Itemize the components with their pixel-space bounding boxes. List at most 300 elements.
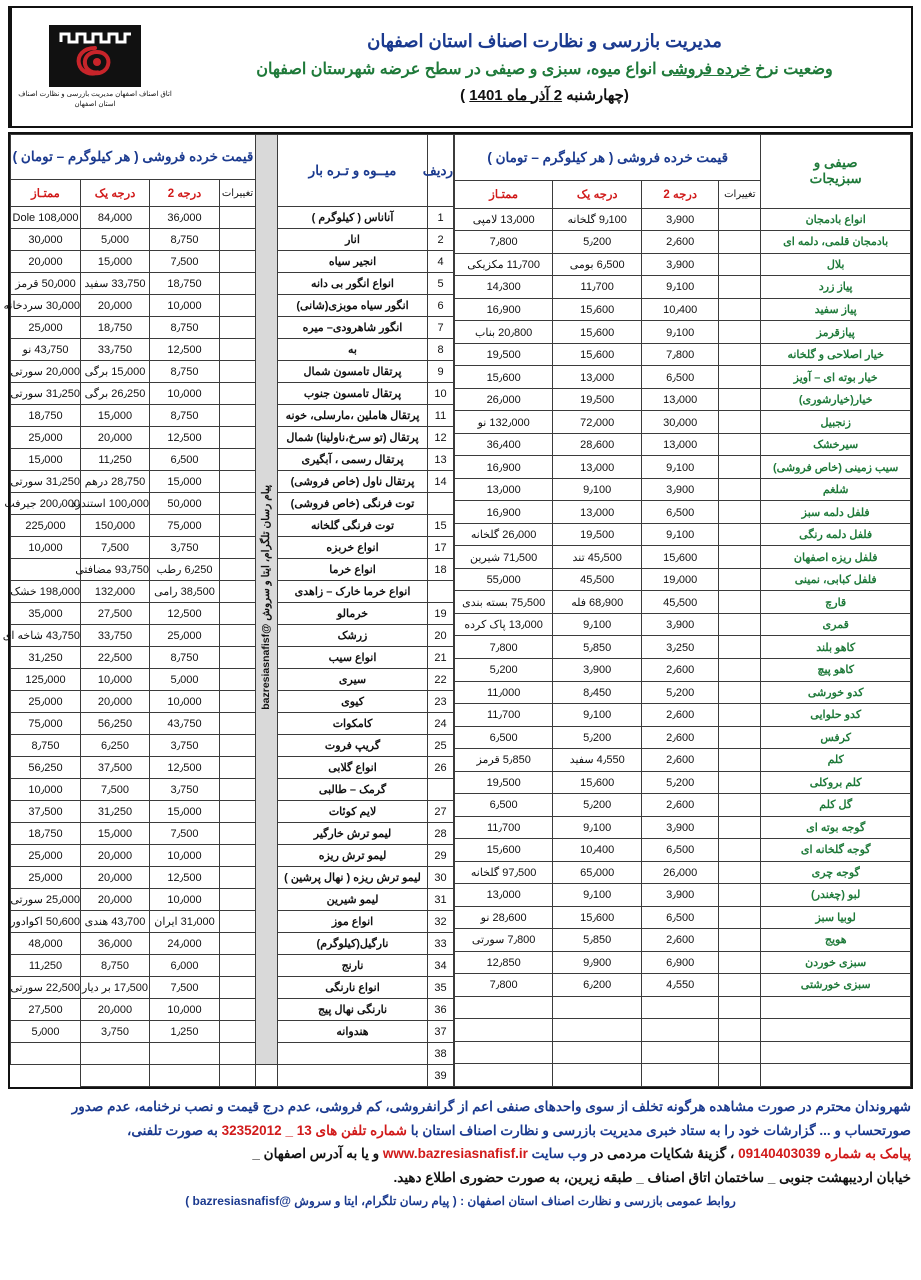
price-changes [220,867,256,889]
product-name: انواع گلابی [278,757,428,779]
price-grade2: 6٫500 [642,501,719,524]
table-row [11,735,454,757]
price-premium [11,559,81,581]
price-grade2: 2٫600 [642,704,719,727]
table-row [11,955,454,977]
product-name: کدو حلوایی [761,704,911,727]
footer-phone-label: شماره تلفن های 13 _ [281,1122,407,1138]
price-grade2: 6٫500 [642,366,719,389]
price-premium: 12٫850 [455,951,553,974]
table-row [11,405,454,427]
product-name: کامکوات [278,713,428,735]
price-premium: 30٫000 سردخانه [11,295,81,317]
price-premium: 97٫500 گلخانه [455,861,553,884]
table-row [11,669,454,691]
price-changes [220,845,256,867]
table-row [11,801,454,823]
product-name: کدو خورشی [761,681,911,704]
fruits-group-header: قیمت خرده فروشی ( هر کیلوگرم – تومان ) [11,135,256,180]
table-row [455,636,911,659]
fruits-subheader-grade2: درجه 2 [150,180,220,207]
price-grade1 [553,1041,642,1064]
price-premium [81,1065,150,1087]
table-row [11,449,454,471]
price-changes [220,1021,256,1043]
table-row [11,911,454,933]
logo-caption: اتاق اصناف اصفهان مدیریت بازرسی و نظارت اصناف استان اصفهان [18,91,172,108]
table-row [11,1065,454,1087]
price-premium: 56٫250 [11,757,81,779]
price-grade1: 3٫900 [553,659,642,682]
price-changes [220,339,256,361]
price-grade2: 3٫900 [642,253,719,276]
table-row [455,276,911,299]
price-grade1: 8٫750 [81,955,150,977]
table-row [11,867,454,889]
vegetables-subheader-grade2: درجه 2 [642,181,719,209]
price-grade1: 6٫200 [553,974,642,997]
price-premium: 7٫800 [455,231,553,254]
vegetables-subheader-grade1: درجه یک [553,181,642,209]
product-name: زنجبیل [761,411,911,434]
product-name: فلفل ریزه اصفهان [761,546,911,569]
row-number: 29 [428,845,454,867]
price-changes [719,704,761,727]
price-grade2: 24٫000 [150,933,220,955]
table-row [455,231,911,254]
price-grade1: 132٫000 [81,581,150,603]
price-premium [455,996,553,1019]
price-grade1: 20٫000 [81,889,150,911]
table-row [11,977,454,999]
price-grade2: 5٫200 [642,771,719,794]
price-premium: 55٫000 [455,568,553,591]
price-grade2: 10٫000 [150,889,220,911]
product-name: گوجه چری [761,861,911,884]
price-premium: 31٫250 سورتی [11,471,81,493]
price-grade1: 13٫000 [553,456,642,479]
price-grade1: 84٫000 [81,207,150,229]
fruits-subheader-grade1: درجه یک [81,180,150,207]
price-premium: 36٫400 [455,433,553,456]
table-row [11,273,454,295]
row-number: 28 [428,823,454,845]
product-name: انواع سیب [278,647,428,669]
price-grade1: 100٫000 استندرد [81,493,150,515]
price-changes [220,559,256,581]
price-grade2: 7٫500 [150,823,220,845]
price-premium: 30٫000 [11,229,81,251]
price-changes [220,317,256,339]
price-grade1: 5٫850 [553,929,642,952]
row-number: 35 [428,977,454,999]
vegetables-subheader-premium: ممتـاز [455,181,553,209]
price-premium: 25٫000 [11,845,81,867]
price-grade2: 25٫000 [150,625,220,647]
price-grade2: 8٫750 [150,405,220,427]
price-changes [220,493,256,515]
price-grade1: 36٫000 [81,933,150,955]
table-row [11,713,454,735]
price-grade1: 15٫600 [553,298,642,321]
price-grade1: 20٫000 [81,845,150,867]
price-premium: 11٫700 [455,704,553,727]
price-grade1: 9٫100 [553,478,642,501]
price-grade1: 15٫600 [553,906,642,929]
price-premium: 6٫500 [455,794,553,817]
table-row [455,996,911,1019]
row-number: 36 [428,999,454,1021]
price-grade2: 36٫000 [150,207,220,229]
price-premium [455,1064,553,1087]
price-premium: 31٫250 سورتی [11,383,81,405]
price-changes [719,794,761,817]
table-row [455,816,911,839]
row-number: 27 [428,801,454,823]
table-row [455,613,911,636]
price-grade2: 7٫500 [150,977,220,999]
price-changes [719,839,761,862]
table-row [455,298,911,321]
price-grade2: 12٫500 [150,603,220,625]
price-grade2: 13٫000 [642,388,719,411]
price-grade2: 12٫500 [150,427,220,449]
header-title-line2-a: وضعیت نرخ [750,60,833,78]
price-premium: 75٫500 بسته بندی [455,591,553,614]
price-premium: 20٫000 سورتی [11,361,81,383]
table-row [11,845,454,867]
price-grade2: 7٫800 [642,343,719,366]
table-row [455,433,911,456]
price-grade1: 5٫200 [553,794,642,817]
price-changes [719,1064,761,1087]
product-name: بادمجان قلمی، دلمه ای [761,231,911,254]
price-premium: 5٫000 [11,1021,81,1043]
table-row [11,493,454,515]
price-premium: 13٫000 پاک کرده [455,613,553,636]
header-title-line2 [256,59,833,79]
price-premium: 19٫500 [455,771,553,794]
header-title-line2-b: انواع میوه، سبزی و صیفی در سطح عرضه شهرستان اصفهان [256,60,662,78]
price-grade1: 15٫000 [81,823,150,845]
price-changes [220,823,256,845]
table-row [455,546,911,569]
price-premium: 71٫500 شیرین [455,546,553,569]
organization-logo [10,8,178,126]
table-row [455,974,911,997]
footer-line-2-b: به صورت تلفنی، [126,1122,222,1138]
price-grade1: 15٫000 [81,405,150,427]
price-premium: 19٫500 [455,343,553,366]
row-number: 1 [428,207,454,229]
price-premium: 13٫000 [455,884,553,907]
price-premium: 15٫600 [455,366,553,389]
price-grade2: 2٫600 [642,749,719,772]
price-grade1: 7٫500 [81,537,150,559]
footer-notice [10,1095,911,1190]
table-row [455,681,911,704]
vegetables-table [454,134,911,1087]
price-grade2: 5٫000 [150,669,220,691]
price-premium: 27٫500 [11,999,81,1021]
product-name [278,1043,428,1065]
product-name: پیاز زرد [761,276,911,299]
document-header [8,6,913,128]
product-name: قارچ [761,591,911,614]
price-grade2: 1٫250 [150,1021,220,1043]
row-number: 33 [428,933,454,955]
table-row [455,906,911,929]
price-grade1: 45٫500 تند [553,546,642,569]
price-grade2: 3٫900 [642,208,719,231]
price-premium [455,1041,553,1064]
price-changes [220,977,256,999]
price-changes [220,537,256,559]
price-grade2: 15٫600 [642,546,719,569]
price-premium: 125٫000 [11,669,81,691]
price-grade1: 15٫000 برگی [81,361,150,383]
price-grade2: 8٫750 [150,647,220,669]
table-row [455,1041,911,1064]
price-grade2: 6٫500 [150,449,220,471]
table-row [455,366,911,389]
price-grade1 [553,1064,642,1087]
product-name: فلفل کبابی، نمینی [761,568,911,591]
row-number: 6 [428,295,454,317]
price-grade2 [220,1065,256,1087]
price-grade1: 150٫000 [81,515,150,537]
row-number: 21 [428,647,454,669]
messaging-channels-note: پیام رسان تلگرام، ایتا و سروش @bazresiasnafisf [256,135,278,1065]
row-number: 31 [428,889,454,911]
price-changes [719,501,761,524]
product-name: کلم بروکلی [761,771,911,794]
price-grade1: 4٫550 سفید [553,749,642,772]
table-row [455,861,911,884]
price-changes [220,229,256,251]
product-name: قمری [761,613,911,636]
price-grade2: 10٫000 [150,691,220,713]
table-row [455,1064,911,1087]
price-changes [719,523,761,546]
price-premium: 16٫900 [455,456,553,479]
product-name: انواع انگور بی دانه [278,273,428,295]
footer-line-1: شهروندان محترم در صورت مشاهده هرگونه تخلف از سوی واحدهای صنفی اعم از گرانفروشی، کم فروشی، عدم درج قیمت و نصب نرخنامه، عدم صدور [71,1099,911,1114]
price-changes [220,383,256,405]
price-premium: 18٫750 [11,823,81,845]
price-premium: 198٫000 خشک [11,581,81,603]
price-changes [220,955,256,977]
product-name: کاهو بلند [761,636,911,659]
price-changes [220,273,256,295]
price-changes [220,889,256,911]
price-grade1: 5٫000 [81,229,150,251]
price-grade2: 26٫000 [642,861,719,884]
price-grade2: 3٫900 [642,478,719,501]
row-number: 11 [428,405,454,427]
table-row [455,794,911,817]
price-grade1: 28٫750 درهم [81,471,150,493]
row-number: 12 [428,427,454,449]
price-changes [719,568,761,591]
fruits-subheader-changes: تغییرات [220,180,256,207]
footer-line-2 [10,1119,911,1143]
price-grade1: 27٫500 [81,603,150,625]
price-changes [719,478,761,501]
price-changes [220,669,256,691]
table-row [11,207,454,229]
price-grade2: 10٫000 [150,295,220,317]
table-row [11,757,454,779]
price-grade2 [150,1043,220,1065]
footer-website-url[interactable]: www.bazresiasnafisf.ir [382,1146,528,1162]
price-premium: 7٫800 [455,636,553,659]
product-name: هویج [761,929,911,952]
product-name: پیاز سفید [761,298,911,321]
price-grade1: 9٫100 [553,613,642,636]
price-grade2: 2٫600 [642,929,719,952]
price-grade1: 37٫500 [81,757,150,779]
price-grade2: 12٫500 [150,757,220,779]
price-changes [220,647,256,669]
price-premium: 10٫000 [11,537,81,559]
table-row [455,591,911,614]
price-grade2: 3٫900 [642,816,719,839]
price-premium: 43٫750 شاخه ای [11,625,81,647]
price-changes [719,208,761,231]
price-changes [719,749,761,772]
row-number: 37 [428,1021,454,1043]
row-number: 22 [428,669,454,691]
footer-line-3-c: و یا به آدرس اصفهان _ [252,1146,383,1162]
product-name: پرتقال تامسون شمال [278,361,428,383]
price-premium: 50٫000 قرمز [11,273,81,295]
row-number: 24 [428,713,454,735]
price-grade1: 22٫500 [81,647,150,669]
product-name [761,1064,911,1087]
price-grade2: 7٫500 [150,251,220,273]
price-grade1: 28٫600 [553,433,642,456]
price-changes [719,636,761,659]
table-row [455,456,911,479]
product-name [761,996,911,1019]
price-premium: 6٫500 [455,726,553,749]
price-changes [220,735,256,757]
header-date-prefix: (چهارشنبه [562,86,629,104]
price-changes [220,801,256,823]
footer-sms-label: پیامک به شماره [820,1146,911,1162]
price-changes [719,816,761,839]
price-grade2: 8٫750 [150,361,220,383]
price-grade2: 6٫900 [642,951,719,974]
price-changes [220,251,256,273]
product-name: پرتقال (تو سرخ،ناولینا) شمال [278,427,428,449]
price-premium: 11٫700 مکزیکی [455,253,553,276]
price-grade1: 68٫900 فله [553,591,642,614]
price-grade1: 5٫850 [553,636,642,659]
price-changes [220,405,256,427]
price-changes [719,456,761,479]
price-changes [719,343,761,366]
price-grade1: 72٫000 [553,411,642,434]
row-number: 34 [428,955,454,977]
price-premium: 26٫000 گلخانه [455,523,553,546]
product-name: خیار(خیارشوری) [761,388,911,411]
price-grade1: 9٫100 [553,816,642,839]
price-grade2: 31٫000 ایران [150,911,220,933]
price-grade1: 13٫000 [553,501,642,524]
product-name: لیمو ترش ریزه [278,845,428,867]
price-grade2: 19٫000 [642,568,719,591]
price-grade1: 93٫750 مضافتی [81,559,150,581]
table-row [455,523,911,546]
table-row [11,823,454,845]
price-premium: 16٫900 [455,501,553,524]
price-premium: 22٫500 سورتی [11,977,81,999]
row-number: 32 [428,911,454,933]
price-grade2: 9٫100 [642,321,719,344]
price-changes [719,591,761,614]
row-number: 17 [428,537,454,559]
product-name: فلفل دلمه سبز [761,501,911,524]
product-name: نارنگی نهال پیج [278,999,428,1021]
product-name: لیمو ترش خارگیر [278,823,428,845]
price-grade2: 12٫500 [150,339,220,361]
table-row [11,295,454,317]
price-grade1: 15٫600 [553,321,642,344]
product-name: هندوانه [278,1021,428,1043]
price-grade2: 45٫500 [642,591,719,614]
price-changes [220,295,256,317]
price-premium: 225٫000 [11,515,81,537]
table-row [455,929,911,952]
price-changes [719,1019,761,1042]
price-premium: 108٫000 Dole [11,207,81,229]
vegetables-subheader-changes: تغییرات [719,181,761,209]
row-number: 14 [428,471,454,493]
price-changes [719,726,761,749]
price-premium: 43٫750 نو [11,339,81,361]
price-changes [719,884,761,907]
price-grade1 [553,996,642,1019]
row-number: 4 [428,251,454,273]
price-grade2: 5٫200 [642,681,719,704]
product-name: پرتقال ناول (خاص فروشی) [278,471,428,493]
price-grade2: 3٫750 [150,779,220,801]
table-row [455,411,911,434]
price-grade1: 15٫600 [553,771,642,794]
price-grade2: 8٫750 [150,229,220,251]
price-grade2: 10٫400 [642,298,719,321]
table-row [455,343,911,366]
header-date-suffix: ) [460,86,470,104]
price-grade2: 15٫000 [150,471,220,493]
product-name: لیمو ترش ریزه ( نهال پرشین ) [278,867,428,889]
footer-phone-number: 32352012 [221,1122,282,1138]
price-grade2: 4٫550 [642,974,719,997]
price-grade1: 9٫900 [553,951,642,974]
price-changes [220,449,256,471]
price-changes [220,581,256,603]
price-premium: 25٫000 [11,427,81,449]
row-number: 19 [428,603,454,625]
table-row [11,229,454,251]
price-premium [11,1043,81,1065]
price-changes [719,231,761,254]
row-number: 8 [428,339,454,361]
footer-line-4: خیابان اردیبهشت جنوبی _ ساختمان اتاق اصناف _ طبقه زیرین، به صورت حضوری اطلاع دهید. [393,1169,911,1185]
price-changes [719,388,761,411]
